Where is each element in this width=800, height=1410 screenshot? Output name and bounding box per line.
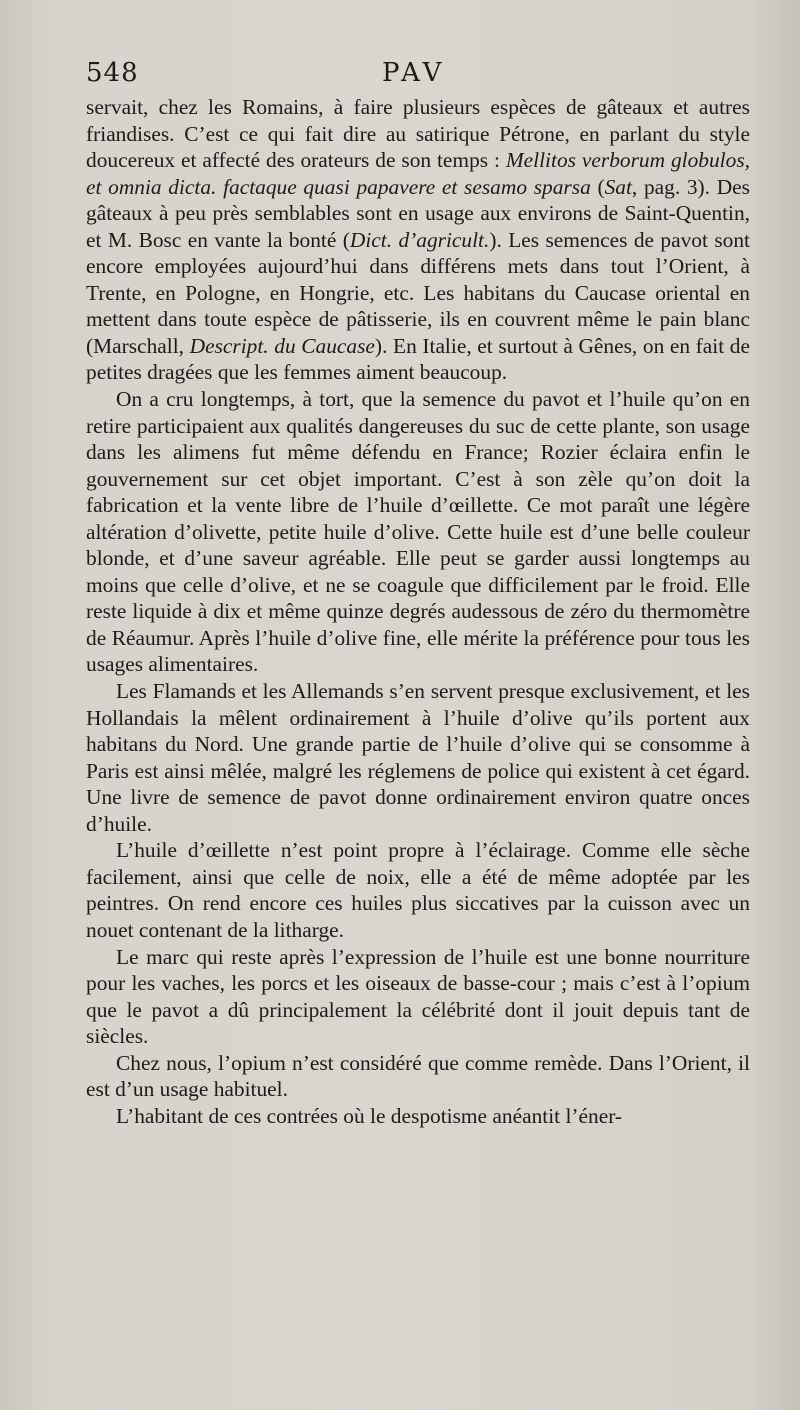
page-number: 548 bbox=[86, 58, 139, 88]
text-run: ). Les semences de pavot sont encore employées aujourd’hui dans différens mets dans tout l’Orient, à Trente, en Pologne, en Hongrie, etc. Les habitans du Caucase oriental en mettent dans toute espèce de pâtisserie, ils en couvrent même le pain blanc (Marschall, bbox=[86, 227, 750, 358]
paragraph bbox=[86, 678, 750, 837]
paragraph bbox=[86, 386, 750, 678]
body-text bbox=[86, 94, 750, 1129]
paragraph bbox=[86, 1103, 750, 1130]
page-header bbox=[86, 58, 750, 98]
paragraph bbox=[86, 94, 750, 386]
text-run: Chez nous, l’opium n’est considéré que comme remède. Dans l’Orient, il est d’un usage habituel. bbox=[86, 1050, 750, 1102]
text-run: On a cru longtemps, à tort, que la semence du pavot et l’huile qu’on en retire participaient aux qualités dangereuses du suc de cette plante, son usage dans les alimens fut même défendu en France; Rozier éclaira enfin le gouvernement sur cet objet important. C’est à son zèle qu’on doit la fabrication et la vente libre de l’huile d’œillette. Ce mot paraît une légère altération d’olivette, petite huile d’olive. Cette huile est d’une belle couleur blonde, et d’une saveur agréable. Elle peut se garder aussi longtemps au moins que celle d’olive, et ne se coagule que difficilement par le froid. Elle reste liquide à dix et même quinze degrés audessous de zéro du thermomètre de Réaumur. Après l’huile d’olive fine, elle mérite la préférence pour tous les usages alimentaires. bbox=[86, 387, 750, 677]
italic-text: Dict. d’agricult. bbox=[349, 227, 490, 252]
italic-text: Mellitos verborum globulos, et omnia dicta. factaque quasi papavere et sesamo sparsa bbox=[86, 148, 750, 199]
text-run: L’huile d’œillette n’est point propre à l’éclairage. Comme elle sèche facilement, ainsi que celle de noix, elle a été de même adoptée par les peintres. On rend encore ces huiles plus siccatives par la cuisson avec un nouet contenant de la litharge. bbox=[86, 838, 750, 942]
text-run: ). En Italie, et surtout à Gênes, on en fait de petites dragées que les femmes aiment beaucoup. bbox=[86, 333, 750, 385]
text-run: servait, chez les Romains, à faire plusieurs espèces de gâteaux et autres friandises. C’est ce qui fait dire au satirique Pétrone, en parlant du style doucereux et affecté des orateurs de son temps : bbox=[86, 95, 750, 173]
text-run: Le marc qui reste après l’expression de l’huile est une bonne nourriture pour les vaches, les porcs et les oiseaux de basse-cour ; mais c’est à l’opium que le pavot a dû principalement la célébrité dont il jouit depuis tant de siècles. bbox=[86, 944, 750, 1049]
text-run: L’habitant de ces contrées où le despotisme anéantit l’éner- bbox=[116, 1103, 623, 1128]
text-run: ( bbox=[590, 174, 605, 199]
text-run: , pag. 3). Des gâteaux à peu près semblables sont en usage aux environs de Saint-Quentin, et M. Bosc en vante la bonté ( bbox=[86, 174, 750, 252]
italic-text: Descript. du Caucase bbox=[189, 333, 375, 358]
paragraph bbox=[86, 837, 750, 943]
text-run: Les Flamands et les Allemands s’en servent presque exclusivement, et les Hollandais la mêlent ordinairement à l’huile d’olive qu’ils portent aux habitans du Nord. Une grande partie de l’huile d’olive qui se consomme à Paris est ainsi mêlée, malgré les réglemens de police qui existent à cet égard. Une livre de semence de pavot donne ordinairement environ quatre onces d’huile. bbox=[86, 679, 750, 836]
running-head: PAV bbox=[382, 58, 446, 88]
paragraph bbox=[86, 944, 750, 1050]
paragraph bbox=[86, 1050, 750, 1103]
italic-text: Sat bbox=[604, 174, 632, 199]
